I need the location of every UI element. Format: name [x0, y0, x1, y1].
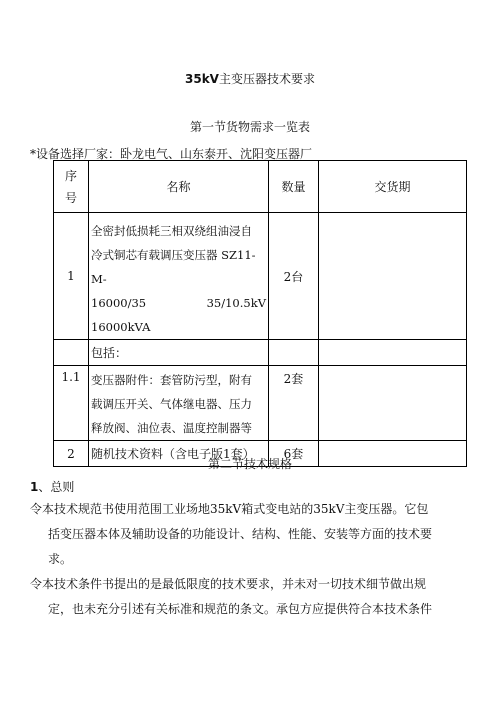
row-name: 随机技术资料（含电子版1套）: [89, 441, 269, 467]
general-heading-number: 1: [30, 480, 39, 494]
row-name-line: 载调压开关、气体继电器、压力: [91, 397, 252, 411]
row-delivery: [319, 366, 467, 441]
row-name-line: 变压器附件：套管防污型，附有: [91, 373, 252, 387]
general-heading: [30, 478, 74, 495]
vendor-line: *设备选择厂家：卧龙电气、山东泰开、沈阳变压器厂: [30, 147, 313, 161]
row-index: 1: [54, 213, 89, 340]
paragraph-line: 令本技术条件书提出的是最低限度的技术要求，并未对一切技术细节做出规: [30, 577, 427, 591]
header-index-line2: 号: [64, 190, 77, 205]
paragraph-line: 求。: [48, 552, 73, 566]
row-index: 1.1: [54, 366, 89, 441]
row-name: [89, 366, 269, 441]
paragraph-line: 括变压器本体及辅助设备的功能设计、结构、性能、安装等方面的技术要: [48, 527, 433, 541]
row-name-voltage: 35/10.5kV: [206, 296, 266, 310]
general-heading-text: 、总则: [38, 480, 75, 494]
header-index-line1: 序: [64, 168, 77, 183]
table-row: [54, 340, 467, 366]
scope-paragraph: [30, 497, 465, 572]
paragraph-line: 令本技术规范书使用范围工业场地35kV箱式变电站的35kV主变压器。它包: [30, 502, 429, 516]
row-name-line: 释放阀、油位表、温度控制器等: [91, 421, 252, 435]
document-title-prefix: 35kV: [185, 72, 219, 86]
row-quantity: [269, 340, 319, 366]
row-name-model: 16000/35: [91, 296, 147, 310]
document-title-text: 主变压器技术要求: [218, 72, 315, 86]
section1-title: 第一节货物需求一览表: [189, 120, 310, 134]
header-quantity: 数量: [269, 161, 319, 213]
section2-title: 第二节技术规格: [207, 457, 292, 471]
table-row: [54, 366, 467, 441]
row-name-spec-line: [91, 291, 266, 315]
row-delivery: [319, 213, 467, 340]
row-quantity: 2台: [269, 213, 319, 340]
row-index: [54, 340, 89, 366]
goods-requirements-table: [53, 160, 467, 467]
row-name-line: 16000kVA: [91, 320, 151, 334]
row-delivery: [319, 340, 467, 366]
row-quantity: 6套: [269, 441, 319, 467]
document-title: [0, 70, 500, 87]
row-quantity: 2套: [269, 366, 319, 441]
row-name-line: 冷式铜芯有载调压变压器 SZ11-M-: [91, 248, 256, 286]
row-index: 2: [54, 441, 89, 467]
requirements-paragraph: [30, 572, 465, 622]
table-header-row: [54, 161, 467, 213]
header-index: [54, 161, 89, 213]
paragraph-line: 定，也未充分引述有关标准和规范的条文。承包方应提供符合本技术条件: [48, 602, 433, 616]
header-delivery: 交货期: [319, 161, 467, 213]
row-name-line: 全密封低损耗三相双绕组油浸自: [91, 224, 252, 238]
row-name: 包括：: [89, 340, 269, 366]
header-name: 名称: [89, 161, 269, 213]
table-row: [54, 213, 467, 340]
row-name: [89, 213, 269, 340]
